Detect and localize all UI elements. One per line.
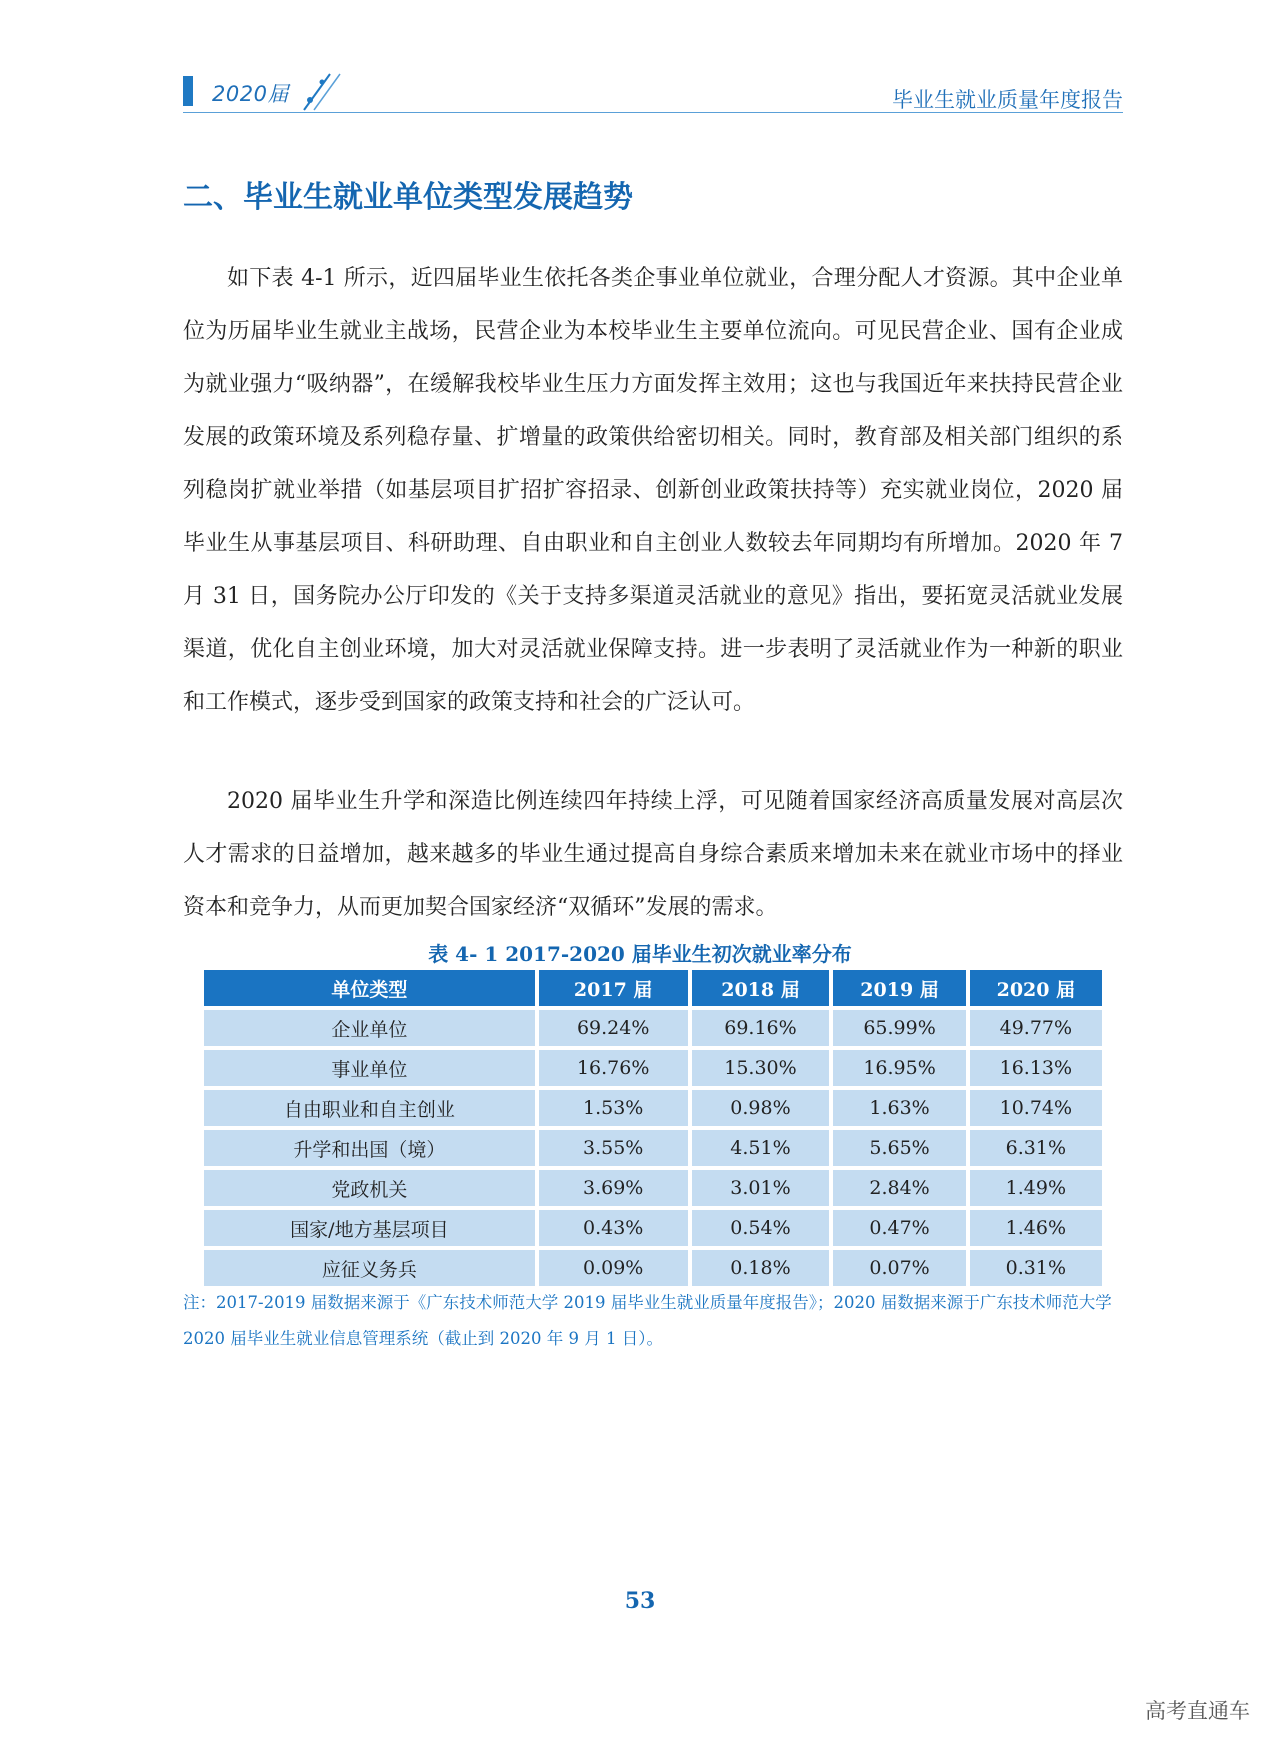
table-cell: 1.53% [539,1090,688,1126]
table-cell: 16.76% [539,1050,688,1086]
table-row [204,1130,1102,1166]
table-cell: 5.65% [833,1130,965,1166]
table-cell: 69.24% [539,1010,688,1046]
table-cell: 69.16% [692,1010,830,1046]
table-cell: 0.31% [970,1250,1102,1286]
watermark: 高考直通车 [1145,1699,1250,1723]
header-accent-bar [183,76,193,106]
table-cell: 65.99% [833,1010,965,1046]
table-cell: 自由职业和自主创业 [204,1090,535,1126]
table-cell: 16.13% [970,1050,1102,1086]
table-cell: 0.18% [692,1250,830,1286]
table-cell: 党政机关 [204,1170,535,1206]
header-year-label: 2020届 [212,82,289,106]
table-cell: 3.69% [539,1170,688,1206]
table-cell: 0.07% [833,1250,965,1286]
paragraph-1: 如下表 4-1 所示，近四届毕业生依托各类企事业单位就业，合理分配人才资源。其中企业单位为历届毕业生就业主战场，民营企业为本校毕业生主要单位流向。可见民营企业、国有企业成为就业强力“吸纳器”，在缓解我校毕业生压力方面发挥主效用；这也与我国近年来扶持民营企业发展的政策环境及系列稳存量、扩增量的政策供给密切相关。同时，教育部及相关部门组织的系列稳岗扩就业举措（如基层项目扩招扩容招录、创新创业政策扶持等）充实就业岗位，2020 届毕业生从事基层项目、科研助理、自由职业和自主创业人数较去年同期均有所增加。2020 年 7 月 31 日，国务院办公厅印发的《关于支持多渠道灵活就业的意见》指出，要拓宽灵活就业发展渠道，优化自主创业环境，加大对灵活就业保障支持。进一步表明了灵活就业作为一种新的职业和工作模式，逐步受到国家的政策支持和社会的广泛认可。 [183,266,1123,715]
table-cell: 4.51% [692,1130,830,1166]
page-header [0,70,1280,120]
table-row [204,1010,1102,1046]
header-cell: 2017 届 [539,970,688,1006]
employment-table [200,966,1106,1290]
table-cell: 企业单位 [204,1010,535,1046]
table-cell: 15.30% [692,1050,830,1086]
table-row [204,1170,1102,1206]
table-cell: 1.63% [833,1090,965,1126]
table-cell: 3.01% [692,1170,830,1206]
table-caption: 表 4- 1 2017-2020 届毕业生初次就业率分布 [428,942,852,966]
table-cell: 0.47% [833,1210,965,1246]
table-cell: 0.98% [692,1090,830,1126]
table-cell: 应征义务兵 [204,1250,535,1286]
table-row [204,1210,1102,1246]
table-cell: 事业单位 [204,1050,535,1086]
header-cell: 2018 届 [692,970,830,1006]
table-cell: 0.54% [692,1210,830,1246]
table-note: 注：2017-2019 届数据来源于《广东技术师范大学 2019 届毕业生就业质量年度报告》；2020 届数据来源于广东技术师范大学 2020 届毕业生就业信息管理系统（截止到 2020 年 9 月 1 日）。 [183,1293,1112,1348]
header-cell: 2019 届 [833,970,965,1006]
header-cell: 2020 届 [970,970,1102,1006]
table-cell: 0.43% [539,1210,688,1246]
table-cell: 10.74% [970,1090,1102,1126]
table-cell: 2.84% [833,1170,965,1206]
header-decoration-icon [300,70,360,114]
table-cell: 升学和出国（境） [204,1130,535,1166]
header-report-title: 毕业生就业质量年度报告 [892,88,1123,112]
table-row [204,1090,1102,1126]
table-header-row [204,970,1102,1006]
header-cell: 单位类型 [204,970,535,1006]
table-cell: 49.77% [970,1010,1102,1046]
paragraph-2: 2020 届毕业生升学和深造比例连续四年持续上浮，可见随着国家经济高质量发展对高层次人才需求的日益增加，越来越多的毕业生通过提高自身综合素质来增加未来在就业市场中的择业资本和竞争力，从而更加契合国家经济“双循环”发展的需求。 [183,789,1123,920]
table-row [204,1250,1102,1286]
table-cell: 1.46% [970,1210,1102,1246]
table-row [204,1050,1102,1086]
table-cell: 16.95% [833,1050,965,1086]
table-cell: 6.31% [970,1130,1102,1166]
table-cell: 1.49% [970,1170,1102,1206]
section-title: 二、毕业生就业单位类型发展趋势 [183,180,633,215]
page-number: 53 [624,1588,656,1614]
table-cell: 0.09% [539,1250,688,1286]
table-cell: 3.55% [539,1130,688,1166]
table-cell: 国家/地方基层项目 [204,1210,535,1246]
